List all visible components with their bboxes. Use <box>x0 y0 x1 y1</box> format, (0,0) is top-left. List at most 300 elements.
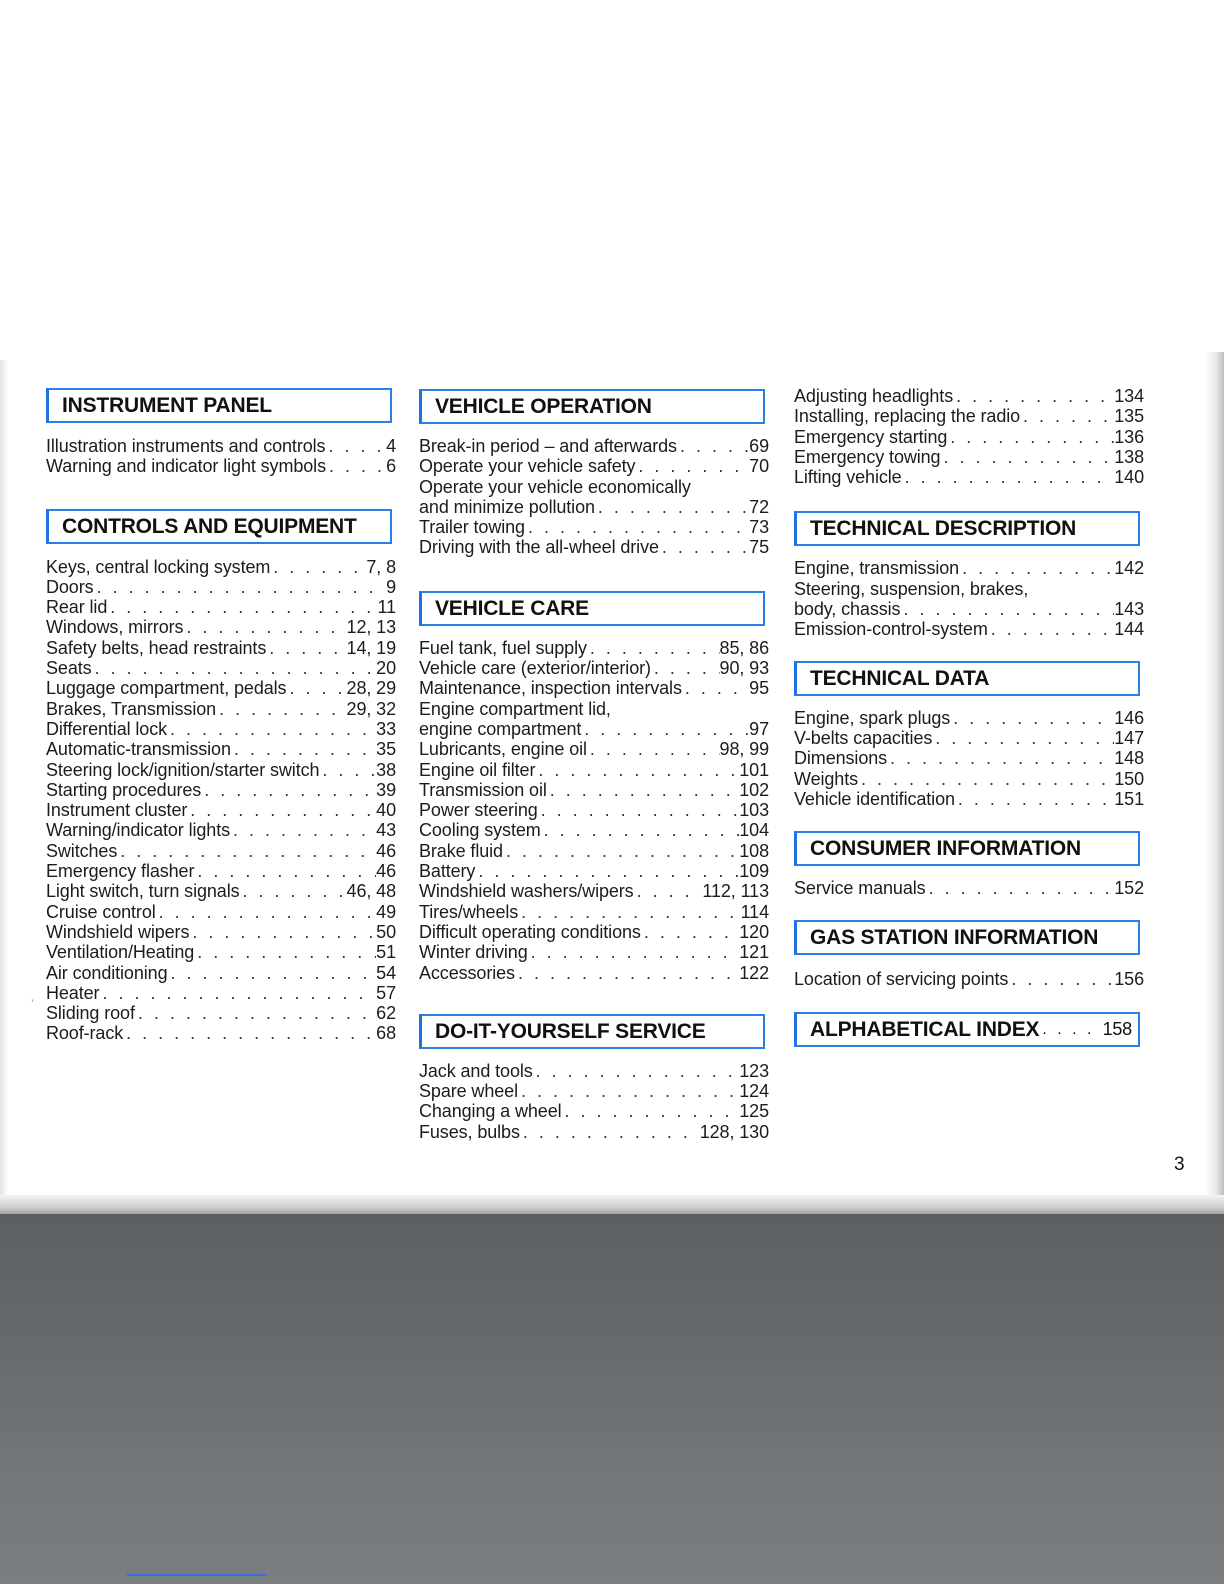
section-heading[interactable]: VEHICLE CARE <box>419 591 765 626</box>
page-right-edge <box>1205 352 1224 1212</box>
section-heading[interactable]: GAS STATION INFORMATION <box>794 920 1140 955</box>
entry-page: 148 <box>1114 748 1144 769</box>
dot-leader <box>201 780 376 800</box>
toc-entry[interactable] <box>419 1081 769 1101</box>
toc-entry[interactable] <box>794 467 1144 487</box>
toc-entry[interactable] <box>46 861 396 881</box>
dot-leader <box>525 517 749 537</box>
entry-page: 46 <box>376 840 396 861</box>
toc-entry[interactable] <box>419 800 769 820</box>
entry-page: 11 <box>377 597 396 618</box>
entry-page: 4 <box>386 436 396 456</box>
dot-leader <box>634 881 703 901</box>
entry-title: Vehicle care (exterior/interior) <box>419 658 651 679</box>
entry-title: Operate your vehicle economically <box>419 476 691 497</box>
entry-page: 142 <box>1114 558 1144 579</box>
dot-leader <box>947 427 1114 447</box>
entry-title: Emission-control-system <box>794 619 988 640</box>
entry-page: 147 <box>1114 727 1144 748</box>
dot-leader <box>183 617 346 637</box>
toc-entry[interactable] <box>419 719 769 739</box>
entry-page: 122 <box>739 962 769 983</box>
toc-entry[interactable] <box>419 963 769 983</box>
entry-page: 35 <box>376 739 396 760</box>
toc-column-3 <box>794 386 1144 1047</box>
entry-title: Winter driving <box>419 942 528 963</box>
dot-leader <box>156 902 377 922</box>
entry-title: Transmission oil <box>419 779 547 800</box>
dot-leader <box>325 436 386 456</box>
entry-list <box>419 1061 769 1142</box>
dot-leader <box>216 699 346 719</box>
entry-title: Windshield wipers <box>46 921 190 942</box>
entry-title: Safety belts, head restraints <box>46 637 267 658</box>
entry-list <box>794 878 1144 898</box>
dot-leader <box>900 599 1114 619</box>
entry-title: Differential lock <box>46 718 168 739</box>
toc-entry[interactable] <box>419 1061 769 1081</box>
section-heading[interactable]: TECHNICAL DATA <box>794 661 1140 696</box>
entry-page: 14, 19 <box>346 637 396 658</box>
dot-leader <box>926 878 1115 898</box>
entry-title: Fuses, bulbs <box>419 1121 520 1142</box>
entry-title: Power steering <box>419 800 538 821</box>
entry-title: Adjusting headlights <box>794 386 954 406</box>
dot-leader <box>887 748 1114 768</box>
entry-page: 109 <box>739 861 769 882</box>
entry-title: Weights <box>794 768 858 789</box>
toc-entry[interactable] <box>419 658 769 678</box>
entry-title: Vehicle identification <box>794 788 955 809</box>
entry-page: 7, 8 <box>366 556 396 577</box>
dot-leader <box>940 447 1114 467</box>
entry-title: Switches <box>46 840 118 861</box>
entry-page: 68 <box>376 1023 396 1044</box>
toc-entry[interactable] <box>419 678 769 698</box>
dot-leader <box>167 963 376 983</box>
dot-leader <box>595 497 749 517</box>
entry-title: Sliding roof <box>46 1003 135 1024</box>
entry-title: Maintenance, inspection intervals <box>419 678 682 699</box>
pen-mark: ’ <box>31 997 34 1011</box>
entry-title: Location of servicing points <box>794 969 1009 990</box>
entry-title: Warning and indicator light symbols <box>46 456 326 477</box>
toc-entry[interactable] <box>419 477 769 497</box>
dot-leader <box>99 983 376 1003</box>
entry-list <box>419 638 769 983</box>
entry-page: 121 <box>739 942 769 963</box>
entry-title: Automatic-transmission <box>46 739 231 760</box>
entry-title: Spare wheel <box>419 1081 518 1102</box>
entry-title: Dimensions <box>794 748 888 769</box>
scanner-backdrop <box>0 1214 1224 1584</box>
entry-title: Tires/wheels <box>419 901 519 922</box>
dot-leader <box>950 708 1114 728</box>
section-consumer-information <box>794 831 1144 898</box>
toc-entry[interactable] <box>46 963 396 983</box>
toc-entry[interactable] <box>794 748 1144 768</box>
entry-page: 46 <box>376 861 396 882</box>
toc-entry[interactable] <box>46 820 396 840</box>
entry-page: 151 <box>1114 788 1144 809</box>
entry-title: Engine oil filter <box>419 759 536 780</box>
entry-page: 6 <box>386 456 396 477</box>
entry-title: Steering lock/ignition/starter switch <box>46 759 320 780</box>
toc-entry[interactable] <box>46 638 396 658</box>
toc-entry[interactable] <box>794 386 1144 406</box>
entry-list <box>794 386 1144 487</box>
entry-title: body, chassis <box>794 599 901 620</box>
entry-page: 108 <box>739 840 769 861</box>
toc-entry[interactable] <box>46 780 396 800</box>
dot-leader <box>107 597 377 617</box>
section-heading[interactable]: TECHNICAL DESCRIPTION <box>794 511 1140 546</box>
entry-page: 62 <box>376 1003 396 1024</box>
entry-page: 104 <box>739 820 769 841</box>
toc-entry[interactable] <box>46 902 396 922</box>
entry-title: Windows, mirrors <box>46 617 184 638</box>
entry-page: 134 <box>1114 386 1144 406</box>
entry-page: 156 <box>1114 969 1144 990</box>
entry-title: Starting procedures <box>46 779 202 800</box>
entry-title: Operate your vehicle safety <box>419 456 636 477</box>
toc-entry[interactable] <box>46 760 396 780</box>
toc-entry[interactable] <box>46 1023 396 1043</box>
toc-entry[interactable] <box>794 728 1144 748</box>
entry-title: Emergency starting <box>794 426 948 447</box>
toc-entry[interactable] <box>46 699 396 719</box>
dot-leader <box>533 1061 740 1081</box>
dot-leader <box>503 841 739 861</box>
dot-leader <box>92 658 377 678</box>
entry-list <box>794 708 1144 809</box>
entry-title: Air conditioning <box>46 962 168 983</box>
entry-title: Lifting vehicle <box>794 467 902 488</box>
toc-entry[interactable] <box>46 1003 396 1023</box>
dot-leader <box>1008 969 1114 989</box>
entry-title: Seats <box>46 658 92 679</box>
entry-page: 125 <box>739 1101 769 1122</box>
dot-leader <box>194 942 376 962</box>
entry-page: 46, 48 <box>346 881 396 902</box>
dot-leader <box>189 922 376 942</box>
section-alphabetical-index <box>794 1012 1144 1047</box>
toc-entry[interactable] <box>46 739 396 759</box>
dot-leader <box>538 800 740 820</box>
toc-entry[interactable] <box>46 436 396 456</box>
entry-page: 70 <box>749 456 769 477</box>
entry-title: Difficult operating conditions <box>419 921 641 942</box>
toc-entry[interactable] <box>46 577 396 597</box>
toc-entry[interactable] <box>419 638 769 658</box>
entry-page: 143 <box>1114 599 1144 620</box>
entry-title: Jack and tools <box>419 1060 533 1081</box>
dot-leader <box>266 638 346 658</box>
dot-leader <box>659 537 749 557</box>
toc-entry[interactable] <box>46 881 396 901</box>
toc-entry[interactable] <box>46 800 396 820</box>
entry-list <box>46 557 396 1044</box>
entry-title: Accessories <box>419 962 515 983</box>
section-instrument-panel <box>46 388 396 477</box>
entry-title: engine compartment <box>419 718 582 739</box>
entry-page: 102 <box>739 779 769 800</box>
toc-entry[interactable] <box>419 1122 769 1142</box>
heading-page: 158 <box>1102 1018 1132 1039</box>
toc-entry[interactable] <box>46 922 396 942</box>
entry-title: Emergency towing <box>794 446 941 467</box>
entry-page: 57 <box>376 982 396 1003</box>
entry-page: 114 <box>740 901 769 922</box>
section-vehicle-care <box>419 591 769 983</box>
dot-leader <box>187 800 376 820</box>
entry-page: 73 <box>749 517 769 538</box>
entry-page: 20 <box>376 658 396 679</box>
dot-leader <box>562 1101 740 1121</box>
toc-entry[interactable] <box>46 719 396 739</box>
entry-page: 150 <box>1114 768 1144 789</box>
toc-entry[interactable] <box>794 969 1144 989</box>
toc-entry[interactable] <box>419 699 769 719</box>
entry-title: Battery <box>419 861 476 882</box>
section-heading[interactable]: CONTROLS AND EQUIPMENT <box>46 509 392 544</box>
entry-title: Engine compartment lid, <box>419 698 611 719</box>
toc-entry[interactable] <box>419 841 769 861</box>
toc-entry[interactable] <box>794 599 1144 619</box>
toc-entry[interactable] <box>794 878 1144 898</box>
dot-leader <box>515 963 739 983</box>
entry-page: 29, 32 <box>346 698 396 719</box>
entry-title: Steering, suspension, brakes, <box>794 578 1029 599</box>
toc-entry[interactable] <box>46 658 396 678</box>
entry-page: 40 <box>376 800 396 821</box>
entry-title: Break-in period – and afterwards <box>419 436 677 456</box>
toc-entry[interactable] <box>419 1101 769 1121</box>
toc-entry[interactable] <box>46 678 396 698</box>
entry-page: 33 <box>376 718 396 739</box>
toc-entry[interactable] <box>419 456 769 476</box>
section-gas-station-information <box>794 920 1144 989</box>
toc-entry[interactable] <box>46 456 396 476</box>
toc-entry[interactable] <box>46 597 396 617</box>
dot-leader <box>94 577 387 597</box>
toc-entry[interactable] <box>794 558 1144 578</box>
entry-page: 120 <box>739 921 769 942</box>
dot-leader <box>1020 406 1114 426</box>
toc-column-1 <box>46 388 396 1044</box>
dot-leader <box>194 861 376 881</box>
toc-entry[interactable] <box>794 579 1144 599</box>
section-heading[interactable] <box>794 1012 1140 1047</box>
toc-entry[interactable] <box>419 497 769 517</box>
entry-list <box>46 436 396 477</box>
entry-page: 140 <box>1114 467 1144 488</box>
entry-title: Installing, replacing the radio <box>794 406 1021 427</box>
toc-entry[interactable] <box>46 617 396 637</box>
entry-page: 146 <box>1114 707 1144 728</box>
toc-entry[interactable] <box>419 881 769 901</box>
entry-page: 124 <box>739 1081 769 1102</box>
toc-entry[interactable] <box>46 983 396 1003</box>
dot-leader <box>231 739 376 759</box>
toc-entry[interactable] <box>794 708 1144 728</box>
toc-entry[interactable] <box>794 619 1144 639</box>
entry-page: 39 <box>376 779 396 800</box>
section-technical-description <box>794 511 1144 639</box>
entry-page: 123 <box>739 1060 769 1081</box>
entry-page: 103 <box>739 800 769 821</box>
entry-page: 54 <box>376 962 396 983</box>
entry-title: Instrument cluster <box>46 800 188 821</box>
dot-leader <box>677 436 749 456</box>
entry-title: Changing a wheel <box>419 1101 562 1122</box>
entry-page: 75 <box>749 537 769 558</box>
toc-entry[interactable] <box>794 447 1144 467</box>
entry-title: Roof-rack <box>46 1023 124 1044</box>
dot-leader <box>475 861 739 881</box>
dot-leader <box>123 1023 376 1043</box>
entry-title: V-belts capacities <box>794 727 933 748</box>
toc-entry[interactable] <box>46 841 396 861</box>
dot-leader <box>1039 1014 1102 1045</box>
dot-leader <box>520 1122 700 1142</box>
entry-page: 128, 130 <box>699 1121 769 1142</box>
toc-entry[interactable] <box>419 902 769 922</box>
entry-page: 85, 86 <box>719 637 769 658</box>
dot-leader <box>635 456 749 476</box>
entry-title: Cooling system <box>419 820 541 841</box>
dot-leader <box>167 719 376 739</box>
entry-page: 72 <box>749 496 769 517</box>
entry-page: 28, 29 <box>346 678 396 699</box>
entry-page: 135 <box>1114 406 1144 427</box>
dot-leader <box>651 658 720 678</box>
toc-entry[interactable] <box>419 739 769 759</box>
toc-column-2 <box>419 389 769 1142</box>
section-heading[interactable]: DO-IT-YOURSELF SERVICE <box>419 1014 765 1049</box>
entry-title: Keys, central locking system <box>46 556 271 577</box>
backdrop-blue-line <box>127 1574 267 1576</box>
dot-leader <box>988 619 1115 639</box>
toc-entry[interactable] <box>419 517 769 537</box>
dot-leader <box>326 456 386 476</box>
dot-leader <box>230 820 376 840</box>
toc-entry[interactable] <box>794 769 1144 789</box>
dot-leader <box>547 780 739 800</box>
dot-leader <box>541 820 740 840</box>
toc-entry[interactable] <box>46 557 396 577</box>
entry-title: Brakes, Transmission <box>46 698 217 719</box>
entry-page: 43 <box>376 820 396 841</box>
toc-entry[interactable] <box>419 760 769 780</box>
section-continued <box>794 386 1144 487</box>
dot-leader <box>270 557 366 577</box>
dot-leader <box>117 841 376 861</box>
toc-entry[interactable] <box>794 789 1144 809</box>
entry-page: 69 <box>749 436 769 456</box>
section-vehicle-operation <box>419 389 769 558</box>
entry-page: 12, 13 <box>346 617 396 638</box>
toc-entry[interactable] <box>794 406 1144 426</box>
entry-page: 95 <box>749 678 769 699</box>
entry-title: Trailer towing <box>419 517 525 538</box>
entry-title: Windshield washers/wipers <box>419 881 634 902</box>
dot-leader <box>518 1081 739 1101</box>
entry-title: and minimize pollution <box>419 496 595 517</box>
entry-title: Lubricants, engine oil <box>419 739 587 760</box>
entry-title: Emergency flasher <box>46 861 195 882</box>
dot-leader <box>240 881 347 901</box>
dot-leader <box>902 467 1115 487</box>
toc-entry[interactable] <box>419 820 769 840</box>
entry-page: 138 <box>1114 446 1144 467</box>
entry-page: 98, 99 <box>719 739 769 760</box>
dot-leader <box>286 678 346 698</box>
dot-leader <box>587 739 720 759</box>
entry-page: 152 <box>1114 878 1144 899</box>
entry-title: Light switch, turn signals <box>46 881 240 902</box>
toc-entry[interactable] <box>419 942 769 962</box>
dot-leader <box>932 728 1114 748</box>
toc-entry[interactable] <box>419 436 769 456</box>
entry-list <box>794 558 1144 639</box>
entry-title: Luggage compartment, pedals <box>46 678 287 699</box>
dot-leader <box>858 769 1114 789</box>
section-heading[interactable]: INSTRUMENT PANEL <box>46 388 392 423</box>
entry-title: Ventilation/Heating <box>46 942 195 963</box>
section-heading[interactable]: CONSUMER INFORMATION <box>794 831 1140 866</box>
entry-page: 38 <box>376 759 396 780</box>
section-technical-data <box>794 661 1144 809</box>
toc-entry[interactable] <box>419 537 769 557</box>
toc-entry[interactable] <box>419 922 769 942</box>
dot-leader <box>535 760 739 780</box>
entry-title: Brake fluid <box>419 840 503 861</box>
dot-leader <box>135 1003 376 1023</box>
entry-page: 51 <box>376 942 396 963</box>
entry-page: 112, 113 <box>702 881 769 902</box>
toc-entry[interactable] <box>419 861 769 881</box>
dot-leader <box>587 638 720 658</box>
entry-title: Heater <box>46 982 100 1003</box>
entry-title: Driving with the all-wheel drive <box>419 537 659 558</box>
entry-page: 101 <box>739 759 769 780</box>
section-do-it-yourself-service <box>419 1014 769 1142</box>
entry-title: Fuel tank, fuel supply <box>419 637 587 658</box>
entry-page: 50 <box>376 921 396 942</box>
dot-leader <box>955 789 1114 809</box>
entry-page: 97 <box>749 718 769 739</box>
section-heading[interactable]: VEHICLE OPERATION <box>419 389 765 424</box>
entry-title: Illustration instruments and controls <box>46 436 326 456</box>
dot-leader <box>518 902 740 922</box>
dot-leader <box>319 760 376 780</box>
entry-title: Rear lid <box>46 597 108 618</box>
toc-entry[interactable] <box>794 427 1144 447</box>
entry-page: 49 <box>376 901 396 922</box>
dot-leader <box>959 558 1114 578</box>
toc-entry[interactable] <box>419 780 769 800</box>
toc-entry[interactable] <box>46 942 396 962</box>
entry-list <box>419 436 769 558</box>
dot-leader <box>953 386 1114 406</box>
entry-title: Engine, transmission <box>794 558 960 579</box>
entry-list <box>794 969 1144 989</box>
entry-page: 136 <box>1114 426 1144 447</box>
page-number: 3 <box>1174 1154 1185 1175</box>
heading-label: ALPHABETICAL INDEX <box>810 1017 1040 1041</box>
entry-title: Engine, spark plugs <box>794 707 951 728</box>
